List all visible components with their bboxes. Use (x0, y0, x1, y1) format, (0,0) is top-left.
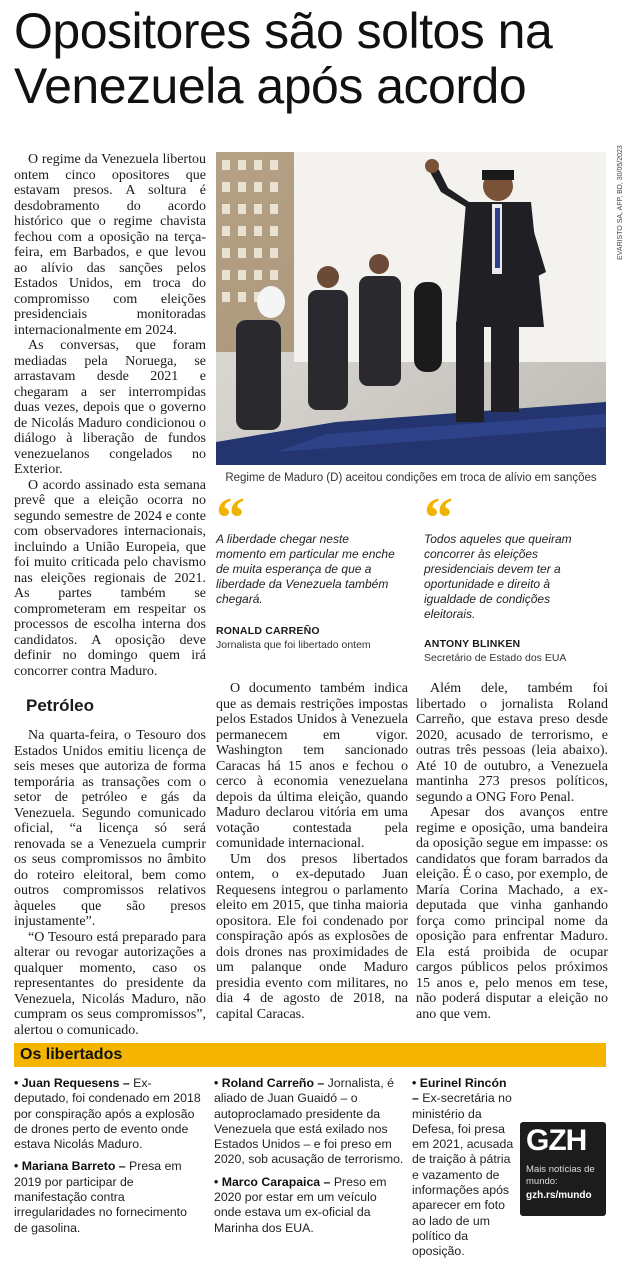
list-item: • Mariana Barreto – Presa em 2019 por participar de manifestação contra irregularidades no fornecimento de gasolina. (14, 1159, 187, 1235)
paragraph: O acordo assinado esta semana prevê que a eleição ocorra no segundo semestre de 2024 e conte com observadores internacionais, incluindo a União Europeia, que foi muito criticada pelo chavismo nas eleições regionais de 2021. As partes também se comprometeram em respeitar os processos de escolha interna dos candidatos. A oposição deve definir no domingo quem irá concorrer contra Maduro. (14, 477, 206, 679)
photo-caption: Regime de Maduro (D) aceitou condições em troca de alívio em sanções (225, 472, 597, 484)
article-col-b2 (216, 681, 408, 1022)
box-col-3 (412, 1076, 516, 1267)
box-col-2 (214, 1076, 406, 1243)
quote-author: ANTONY BLINKEN (424, 638, 521, 650)
quote-author-role: Secretário de Estado dos EUA (424, 652, 567, 664)
quote-2 (424, 485, 604, 664)
list-item: • Eurinel Rincón – Ex-secretária no ministério da Defesa, foi presa em 2021, acusada de traição à pátria e vazamento de informações após aparecer em foto ao lado de um político da oposição. (412, 1076, 514, 1259)
gzh-promo[interactable] (520, 1122, 606, 1216)
photo-credit: EVARISTO SA, AFP, BD, 30/05/2023 (617, 145, 624, 260)
quote-author: RONALD CARREÑO (216, 625, 320, 637)
paragraph: As conversas, que foram mediadas pela Noruega, se arrastavam desde 2021 e chegaram a ser interrompidas duas vezes, depois que o governo de Nicolás Maduro condicionou o diálogo à liberação de fundos venezuelanos congelados no Exterior. (14, 338, 206, 477)
gzh-logo: GZH (526, 1124, 587, 1157)
list-item: • Roland Carreño – Jornalista, é aliado de Juan Guaidó – o autoproclamado presidente da Venezuela que está exilado nos Estados Unidos – e foi preso em 2020, sob acusação de terrorismo. (214, 1076, 404, 1167)
paragraph: O regime da Venezuela libertou ontem cinco opositores que estavam presos. A soltura é desdobramento do acordo histórico que o regime chavista fechou com a oposição na terça-feira, em Barbados, e que levou ao alívio das sanções pelos Estados Unidos, em troca do compromisso com eleições presidenciais monitoradas internacionalmente em 2024. (14, 152, 206, 338)
article-col-1 (14, 152, 206, 679)
article-col-b3 (416, 681, 608, 1022)
promo-link[interactable]: gzh.rs/mundo (526, 1190, 592, 1201)
headline: Opositores são soltos na Venezuela após acordo (14, 3, 553, 114)
paragraph: “O Tesouro está preparado para alterar ou revogar autorizações a qualquer momento, caso os representantes do presidente da Venezuela, Nicolás Maduro, não cumpram os seus compromissos”, alertou o comunicado. (14, 929, 206, 1038)
paragraph: Na quarta-feira, o Tesouro dos Estados Unidos emitiu licença de seis meses que autoriza de forma temporária as transações com o setor de petróleo e gás da Venezuela. Segundo comunicado oficial, “a licença só será renovada se a Venezuela cumprir os seus compromissos no âmbito do roteiro eleitoral, bem como outros compromissos relativos àqueles que são presos injustamente”. (14, 728, 206, 929)
box-col-1 (14, 1076, 204, 1243)
quote-text: A liberdade chegar neste momento em particular me enche de muita esperança de que a liberdade da Venezuela também chegará. (216, 532, 395, 606)
quote-mark-icon: “ (424, 485, 453, 550)
quote-author-role: Jornalista que foi libertado ontem (216, 639, 371, 651)
article-col-b1 (14, 728, 206, 1038)
promo-text: Mais notícias de mundo: (526, 1164, 595, 1187)
quote-1 (216, 485, 396, 651)
paragraph: Além dele, também foi libertado o jornalista Roland Carreño, que estava preso desde 2020, acusado de terrorismo, e outras três pessoas (leia abaixo). Até 10 de outubro, a Venezuela mantinha 273 presos políticos, segundo a ONG Foro Penal. (416, 681, 608, 805)
quote-mark-icon: “ (216, 485, 245, 550)
quote-text: Todos aqueles que queiram concorrer às eleições presidenciais devem ter a oportunidade e direito à igualdade de condições eleitorais. (424, 532, 572, 621)
paragraph: Um dos presos libertados ontem, o ex-deputado Juan Requesens integrou o parlamento eleito em 2015, que tinha maioria opositora. Ele foi condenado por conspiração após as explosões de dois drones nas proximidades de um palanque onde Maduro presidia evento com militares, no dia 4 de agosto de 2018, na capital Caracas. (216, 851, 408, 1022)
section-subhead: Petróleo (26, 696, 95, 715)
list-item: • Marco Carapaica – Preso em 2020 por estar em um veículo onde estava um ex-oficial da Marinha dos EUA. (214, 1174, 387, 1235)
box-title: Os libertados (20, 1046, 123, 1063)
news-photo (216, 152, 606, 465)
paragraph: Apesar dos avanços entre regime e oposição, uma bandeira da oposição segue em impasse: os candidatos que foram barrados da eleição. É o caso, por exemplo, de María Corina Machado, a ex-deputada que vinha ganhando força como principal nome da oposição para enfrentar Maduro. Ela está proibida de ocupar cargos públicos pelos próximos 15 anos e, pelo menos em tese, não poderá disputar a eleição no ano que vem. (416, 805, 608, 1022)
list-item: • Juan Requesens – Ex-deputado, foi condenado em 2018 por conspiração após a explosão de drones perto de evento onde estava Nicolás Maduro. (14, 1076, 201, 1152)
paragraph: O documento também indica que as demais restrições impostas pelos Estados Unidos à Venezuela permanecem em vigor. Washington tem sancionado Caracas há 15 anos e fechou o cerco à economia venezuelana depois da última eleição, quando Maduro declarou vitória em uma votação contestada pela comunidade internacional. (216, 681, 408, 851)
